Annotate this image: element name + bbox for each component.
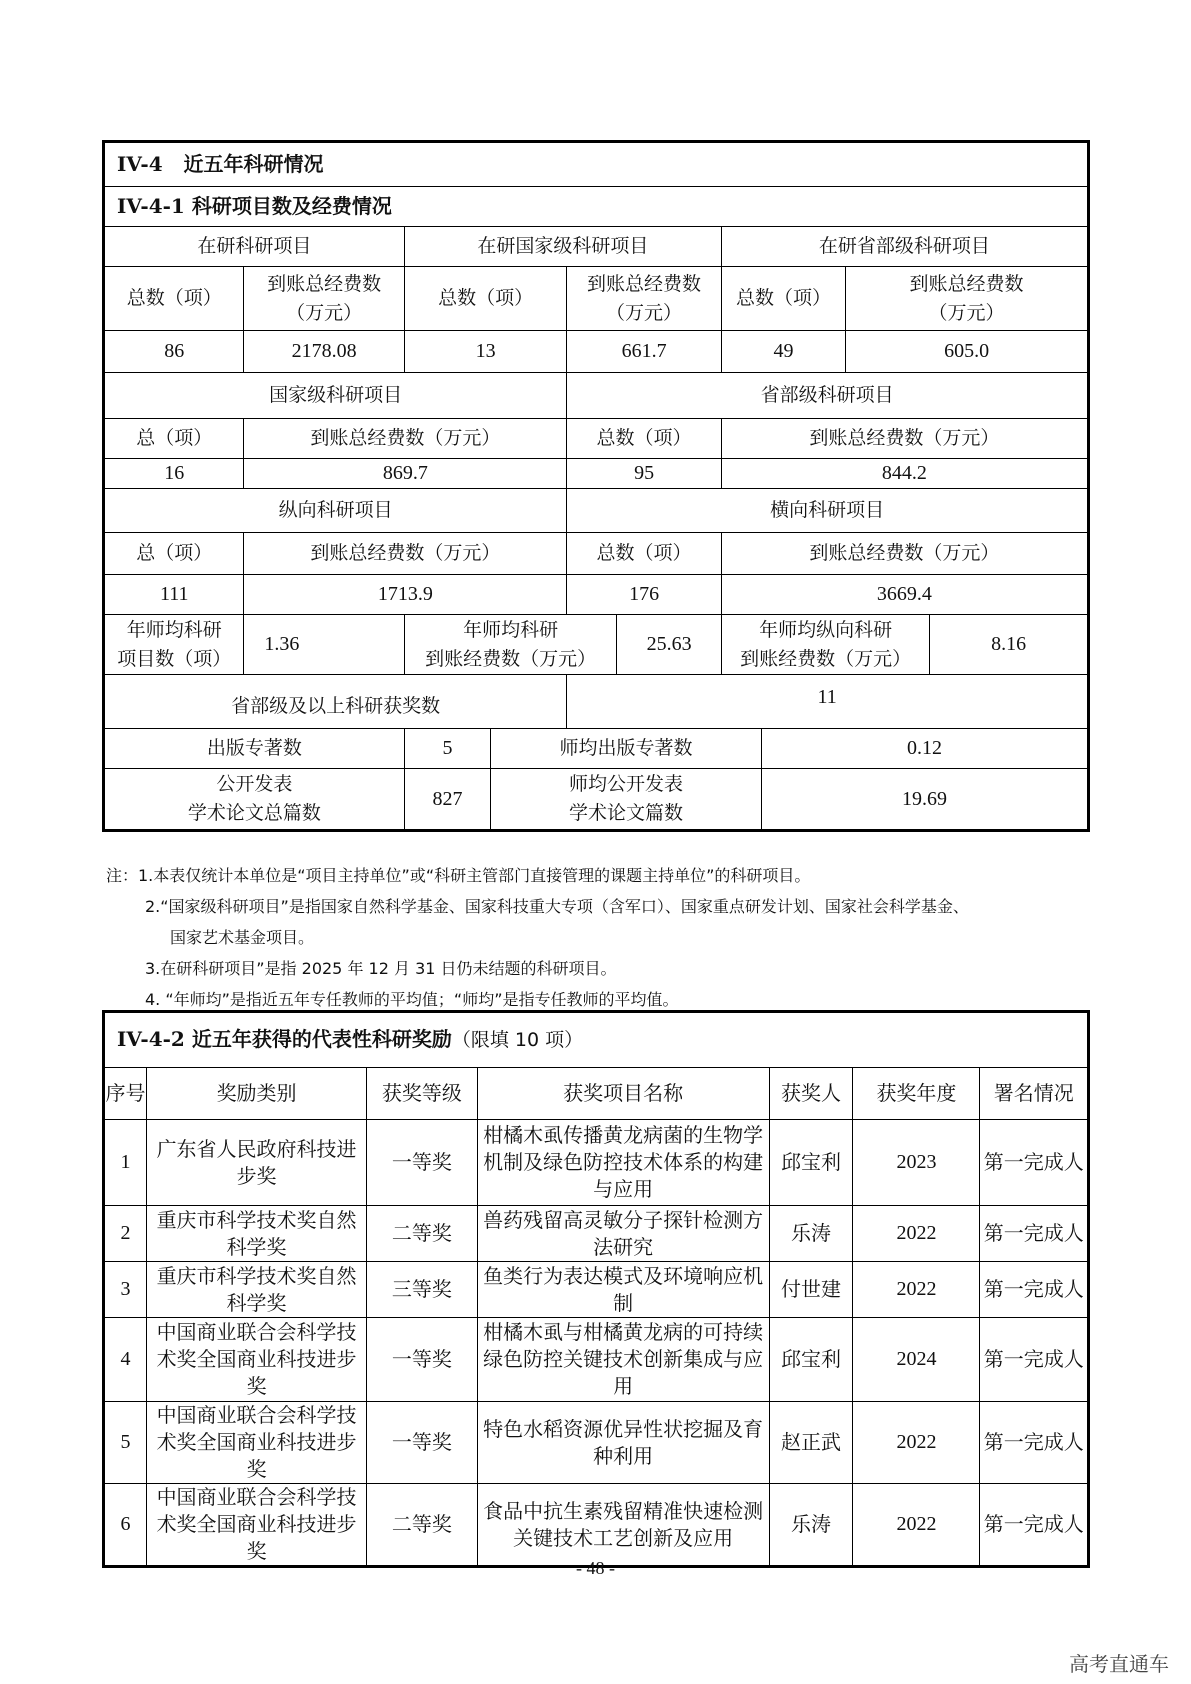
in-progress-provincial-count: 49	[721, 331, 845, 373]
note-1: 注：1.本表仅统计本单位是“项目主持单位”或“科研主管部门直接管理的课题主持单位”的科研项目。	[106, 866, 811, 885]
col-header: 奖励类别	[147, 1068, 367, 1120]
per-teacher-papers-label: 师均公开发表 学术论文篇数	[491, 769, 762, 831]
cell: 一等奖	[367, 1402, 478, 1484]
cell: 1	[104, 1120, 147, 1206]
funds-full-label: 到账总经费数（万元）	[244, 419, 567, 459]
cell: 邱宝利	[769, 1120, 853, 1206]
cell: 三等奖	[367, 1262, 478, 1318]
count-label: 总数（项）	[721, 267, 845, 331]
funds-full-label: 到账总经费数（万元）	[244, 533, 567, 575]
papers-count: 827	[404, 769, 490, 831]
awards-table	[102, 1010, 1090, 1568]
cell: 二等奖	[367, 1206, 478, 1262]
in-progress-national-count: 13	[404, 331, 566, 373]
cell: 2024	[853, 1318, 980, 1402]
cell: 2022	[853, 1484, 980, 1567]
cell: 6	[104, 1484, 147, 1567]
awards-heading: IV-4-2 近五年获得的代表性科研奖励（限填 10 项）	[104, 1012, 1089, 1068]
in-progress-provincial-funds: 605.0	[846, 331, 1089, 373]
total-label: 总（项）	[104, 533, 244, 575]
funds-label: 到账总经费数 （万元）	[567, 267, 721, 331]
watermark: 高考直通车	[1069, 1652, 1169, 1676]
per-teacher-funds-label: 年师均科研 到账经费数（万元）	[404, 615, 617, 675]
horizontal-funds: 3669.4	[721, 575, 1088, 615]
note-2: 2.“国家级科研项目”是指国家自然科学基金、国家科技重大专项（含军口）、国家重点研发计划、国家社会科学基金、	[145, 897, 969, 916]
vertical-header: 纵向科研项目	[104, 489, 567, 533]
cell: 3	[104, 1262, 147, 1318]
table-row	[104, 1206, 1089, 1262]
funds-label: 到账总经费数 （万元）	[244, 267, 404, 331]
national-funds: 869.7	[244, 459, 567, 489]
per-teacher-projects: 1.36	[244, 615, 404, 675]
cell: 二等奖	[367, 1484, 478, 1567]
cell: 4	[104, 1318, 147, 1402]
cell: 赵正武	[769, 1402, 853, 1484]
cell: 乐涛	[769, 1206, 853, 1262]
total-label: 总（项）	[104, 419, 244, 459]
in-progress-header: 在研科研项目	[104, 227, 405, 267]
horizontal-count: 176	[567, 575, 721, 615]
cell: 中国商业联合会科学技术奖全国商业科技进步奖	[147, 1484, 367, 1567]
cell: 第一完成人	[980, 1484, 1089, 1567]
awards-label: 省部级及以上科研获奖数	[104, 675, 567, 729]
count-label: 总数（项）	[567, 419, 721, 459]
in-progress-provincial-header: 在研省部级科研项目	[721, 227, 1088, 267]
cell: 柑橘木虱传播黄龙病菌的生物学机制及绿色防控技术体系的构建与应用	[477, 1120, 769, 1206]
vertical-count: 111	[104, 575, 244, 615]
cell: 2023	[853, 1120, 980, 1206]
cell: 兽药残留高灵敏分子探针检测方法研究	[477, 1206, 769, 1262]
awards-count: 11	[567, 675, 1089, 729]
count-label: 总数（项）	[567, 533, 721, 575]
cell: 中国商业联合会科学技术奖全国商业科技进步奖	[147, 1402, 367, 1484]
cell: 5	[104, 1402, 147, 1484]
cell: 2022	[853, 1262, 980, 1318]
papers-label: 公开发表 学术论文总篇数	[104, 769, 405, 831]
page-number: - 48 -	[576, 1558, 615, 1578]
col-header: 获奖等级	[367, 1068, 478, 1120]
cell: 第一完成人	[980, 1206, 1089, 1262]
cell: 第一完成人	[980, 1402, 1089, 1484]
subsection-heading: IV-4-1 科研项目数及经费情况	[104, 187, 1089, 227]
cell: 第一完成人	[980, 1318, 1089, 1402]
monographs-count: 5	[404, 729, 490, 769]
count-label: 总数（项）	[104, 267, 244, 331]
cell: 一等奖	[367, 1318, 478, 1402]
cell: 乐涛	[769, 1484, 853, 1567]
cell: 中国商业联合会科学技术奖全国商业科技进步奖	[147, 1318, 367, 1402]
cell: 食品中抗生素残留精准快速检测关键技术工艺创新及应用	[477, 1484, 769, 1567]
in-progress-funds: 2178.08	[244, 331, 404, 373]
awards-header-row	[104, 1068, 1089, 1120]
count-label: 总数（项）	[404, 267, 566, 331]
cell: 2	[104, 1206, 147, 1262]
funds-label: 到账总经费数 （万元）	[846, 267, 1089, 331]
cell: 重庆市科学技术奖自然科学奖	[147, 1262, 367, 1318]
section-heading: IV-4 近五年科研情况	[104, 142, 1089, 187]
monographs-label: 出版专著数	[104, 729, 405, 769]
table-row	[104, 1120, 1089, 1206]
provincial-count: 95	[567, 459, 721, 489]
table-row	[104, 1484, 1089, 1567]
funds-full-label: 到账总经费数（万元）	[721, 533, 1088, 575]
col-header: 获奖年度	[853, 1068, 980, 1120]
per-teacher-projects-label: 年师均科研 项目数（项）	[104, 615, 244, 675]
in-progress-count: 86	[104, 331, 244, 373]
cell: 第一完成人	[980, 1120, 1089, 1206]
provincial-header: 省部级科研项目	[567, 373, 1089, 419]
note-4: 4. “年师均”是指近五年专任教师的平均值；“师均”是指专任教师的平均值。	[145, 990, 679, 1009]
cell: 重庆市科学技术奖自然科学奖	[147, 1206, 367, 1262]
cell: 一等奖	[367, 1120, 478, 1206]
per-teacher-vertical: 8.16	[930, 615, 1089, 675]
col-header: 署名情况	[980, 1068, 1089, 1120]
research-table	[102, 140, 1090, 832]
cell: 付世建	[769, 1262, 853, 1318]
note-3: 3.在研科研项目”是指 2025 年 12 月 31 日仍未结题的科研项目。	[145, 959, 617, 978]
cell: 邱宝利	[769, 1318, 853, 1402]
national-count: 16	[104, 459, 244, 489]
per-teacher-vertical-label: 年师均纵向科研 到账经费数（万元）	[721, 615, 930, 675]
col-header: 获奖人	[769, 1068, 853, 1120]
note-2-cont: 国家艺术基金项目。	[170, 928, 315, 947]
horizontal-header: 横向科研项目	[567, 489, 1089, 533]
vertical-funds: 1713.9	[244, 575, 567, 615]
table-row	[104, 1262, 1089, 1318]
col-header: 序号	[104, 1068, 147, 1120]
national-header: 国家级科研项目	[104, 373, 567, 419]
per-teacher-papers: 19.69	[761, 769, 1088, 831]
cell: 2022	[853, 1206, 980, 1262]
in-progress-national-funds: 661.7	[567, 331, 721, 373]
in-progress-national-header: 在研国家级科研项目	[404, 227, 721, 267]
cell: 第一完成人	[980, 1262, 1089, 1318]
table-row	[104, 1402, 1089, 1484]
table-notes	[106, 860, 1092, 1015]
per-teacher-monographs-label: 师均出版专著数	[491, 729, 762, 769]
per-teacher-monographs: 0.12	[761, 729, 1088, 769]
cell: 特色水稻资源优异性状挖掘及育种利用	[477, 1402, 769, 1484]
col-header: 获奖项目名称	[477, 1068, 769, 1120]
cell: 鱼类行为表达模式及环境响应机制	[477, 1262, 769, 1318]
cell: 广东省人民政府科技进步奖	[147, 1120, 367, 1206]
funds-full-label: 到账总经费数（万元）	[721, 419, 1088, 459]
cell: 柑橘木虱与柑橘黄龙病的可持续绿色防控关键技术创新集成与应用	[477, 1318, 769, 1402]
per-teacher-funds: 25.63	[617, 615, 721, 675]
provincial-funds: 844.2	[721, 459, 1088, 489]
cell: 2022	[853, 1402, 980, 1484]
table-row	[104, 1318, 1089, 1402]
